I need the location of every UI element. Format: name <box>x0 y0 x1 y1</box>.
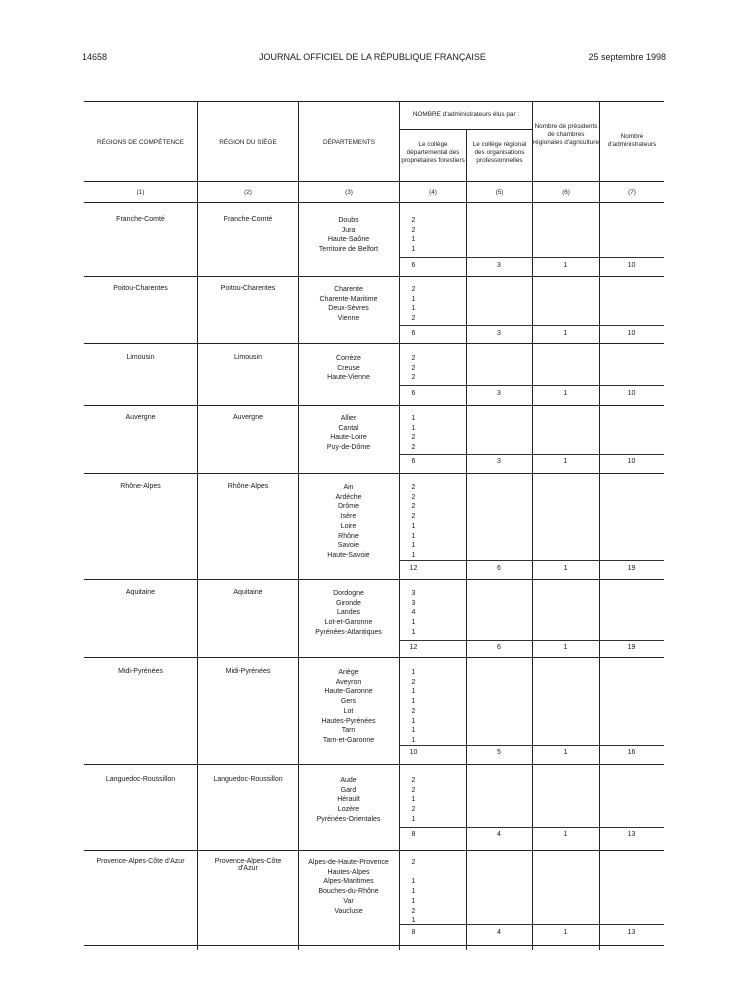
college-dept-counts <box>404 285 423 324</box>
college-dept-counts <box>404 776 423 825</box>
departement: Lozère <box>337 806 360 814</box>
header-college-reg: Le collège régional des organisations professionnelles <box>472 141 527 164</box>
count: 1 <box>411 796 416 804</box>
count: 2 <box>411 226 416 234</box>
departement: Hérault <box>337 796 360 804</box>
col-number-4: (4) <box>429 189 437 196</box>
table-top-border <box>84 101 664 102</box>
college-dept-counts <box>404 216 423 255</box>
college-dept-counts <box>404 668 423 746</box>
header-siege: RÉGION DU SIÈGE <box>219 139 277 146</box>
departement: Lot <box>343 707 354 715</box>
count: 2 <box>411 678 416 686</box>
college-dept-counts <box>404 354 423 383</box>
total-college-dept: 8 <box>411 929 416 936</box>
subtotal-line <box>399 385 664 386</box>
header-nombre-group: NOMBRE d'administrateurs élus par : <box>412 111 520 118</box>
count: 1 <box>411 888 416 896</box>
count: 1 <box>411 415 416 422</box>
count: 1 <box>411 669 416 676</box>
region-name: Rhône-Alpes <box>120 483 161 490</box>
header-admins: Nombre d'administrateurs <box>607 133 657 148</box>
total-presidents: 1 <box>563 565 568 572</box>
total-presidents: 1 <box>563 644 568 651</box>
count: 1 <box>411 628 416 636</box>
nombre-group-underline <box>399 129 532 130</box>
total-college-reg: 5 <box>497 749 501 756</box>
count: 2 <box>411 503 416 511</box>
count: 1 <box>411 619 416 627</box>
departement: Haute-Loire <box>330 434 367 442</box>
departement: Haute-Saône <box>327 236 370 244</box>
total-college-dept: 6 <box>411 330 416 337</box>
departement: Doubs <box>338 217 359 224</box>
count: 2 <box>411 493 416 501</box>
count: 1 <box>411 295 416 303</box>
departements-list <box>298 589 399 638</box>
count: 1 <box>411 917 416 925</box>
departement: Alpes-de-Haute-Provence <box>308 859 389 866</box>
departement: Gers <box>340 698 357 706</box>
departement: Cantal <box>338 424 359 432</box>
siege-name: Provence-Alpes-Côte d'Azur <box>214 858 282 872</box>
departement: Haute-Garonne <box>324 688 373 696</box>
region-name: Midi-Pyrénées <box>118 668 163 675</box>
departement: Jura <box>341 226 356 234</box>
count: 2 <box>411 786 416 794</box>
journal-title: JOURNAL OFFICIEL DE LA RÉPUBLIQUE FRANÇAISE <box>259 52 486 62</box>
count: 2 <box>411 859 416 866</box>
col-number-3: (3) <box>345 189 353 196</box>
publication-date: 25 septembre 1998 <box>588 52 666 62</box>
siege-name: Midi-Pyrénées <box>225 668 271 675</box>
count: 1 <box>411 236 416 244</box>
count: 2 <box>411 907 416 915</box>
count: 2 <box>411 374 416 382</box>
departements-list <box>298 668 399 746</box>
count: 3 <box>411 599 416 607</box>
departement: Pyrénées-Orientales <box>316 815 381 823</box>
region-name: Provence-Alpes-Côte d'Azur <box>96 858 185 865</box>
departement: Haute-Savoie <box>327 551 370 559</box>
count: 2 <box>411 484 416 491</box>
departement: Puy-de-Dôme <box>326 444 371 452</box>
subtotal-line <box>399 560 664 561</box>
row-separator <box>84 473 664 474</box>
departement: Loire <box>340 522 357 530</box>
table-row <box>84 409 664 475</box>
count: 1 <box>411 424 416 432</box>
total-admins: 19 <box>627 565 636 572</box>
table-row <box>84 663 664 765</box>
departement: Charente <box>334 286 363 293</box>
count: 2 <box>411 434 416 442</box>
departement: Hautes-Alpes <box>327 868 370 876</box>
row-separator <box>84 276 664 277</box>
siege-name: Franche-Comté <box>223 216 273 223</box>
count: 1 <box>411 878 416 886</box>
total-college-reg: 3 <box>497 390 501 397</box>
total-admins: 19 <box>627 644 636 651</box>
departement: Allier <box>340 415 357 422</box>
total-presidents: 1 <box>563 749 568 756</box>
departements-list <box>298 483 399 561</box>
college-dept-counts <box>404 589 423 638</box>
col-number-2: (2) <box>244 189 252 196</box>
siege-name: Limousin <box>233 354 262 361</box>
college-dept-counts <box>404 483 423 561</box>
subtotal-line <box>399 745 664 746</box>
count: 2 <box>411 707 416 715</box>
total-admins: 13 <box>627 831 636 838</box>
count <box>404 868 423 878</box>
departements-list <box>298 216 399 255</box>
departement: Charente-Maritime <box>319 295 378 303</box>
header-presidents: Nombre de présidents de chambres régionales d'agriculture <box>533 123 599 146</box>
count: 1 <box>411 736 416 744</box>
departement: Bouches-du-Rhône <box>318 888 379 896</box>
count: 1 <box>411 246 416 254</box>
region-name: Aquitaine <box>125 589 156 596</box>
departement: Drôme <box>337 503 359 511</box>
total-admins: 16 <box>627 749 636 756</box>
table-row <box>84 280 664 344</box>
total-college-dept: 12 <box>409 565 418 572</box>
count: 1 <box>411 522 416 530</box>
region-name: Poitou-Charentes <box>113 285 168 292</box>
col-number-5: (5) <box>495 189 504 196</box>
count: 2 <box>411 777 416 784</box>
departement: Aude <box>340 777 357 784</box>
total-college-dept: 6 <box>411 390 416 397</box>
row-separator <box>84 579 664 580</box>
departement: Dordogne <box>333 590 364 597</box>
departement: Alpes-Maritimes <box>323 878 374 886</box>
table-row <box>84 853 664 949</box>
college-dept-counts <box>404 414 423 453</box>
total-college-dept: 6 <box>411 458 416 465</box>
header-departements: DÉPARTEMENTS <box>323 139 375 146</box>
departements-list <box>298 285 399 324</box>
col-number-6: (6) <box>562 189 570 196</box>
subtotal-line <box>399 924 664 925</box>
total-presidents: 1 <box>563 390 568 397</box>
departements-list <box>298 858 399 916</box>
departements-list <box>298 776 399 825</box>
col-number-7: (7) <box>628 189 636 196</box>
total-presidents: 1 <box>563 929 568 936</box>
total-college-reg: 4 <box>497 929 501 936</box>
siege-name: Poitou-Charentes <box>220 285 276 292</box>
count: 3 <box>411 590 416 597</box>
total-college-reg: 4 <box>497 831 501 838</box>
row-separator <box>84 850 664 851</box>
siege-name: Auvergne <box>233 414 263 421</box>
total-college-reg: 6 <box>497 565 501 572</box>
count: 1 <box>411 815 416 823</box>
count: 2 <box>411 444 416 452</box>
count: 1 <box>411 688 416 696</box>
departement: Ain <box>343 484 354 491</box>
total-admins: 10 <box>627 330 636 337</box>
row-separator <box>84 945 664 946</box>
count: 2 <box>411 217 416 224</box>
subtotal-line <box>399 640 664 641</box>
total-college-dept: 8 <box>411 831 416 838</box>
page-number: 14658 <box>82 52 108 62</box>
row-separator <box>84 343 664 344</box>
siege-name: Aquitaine <box>233 589 263 596</box>
count: 2 <box>411 286 416 293</box>
table-row <box>84 584 664 658</box>
departement: Lot-et-Garonne <box>324 619 373 627</box>
departement: Corrèze <box>336 355 361 362</box>
total-presidents: 1 <box>563 330 568 337</box>
row-separator <box>84 657 664 658</box>
departement: Tarn <box>341 727 356 735</box>
departements-list <box>298 354 399 383</box>
count: 1 <box>411 897 416 905</box>
departement: Vaucluse <box>334 907 363 915</box>
total-admins: 10 <box>627 262 636 269</box>
total-college-dept: 10 <box>409 749 418 756</box>
departement: Ariège <box>338 669 359 676</box>
departement: Gard <box>340 786 357 794</box>
header-college-dept: Le collège départemental des propriétaires forestiers <box>401 141 465 164</box>
departement: Deux-Sèvres <box>328 305 369 313</box>
count: 2 <box>411 364 416 372</box>
departement: Aveyron <box>335 678 362 686</box>
region-name: Languedoc-Roussillon <box>105 776 176 783</box>
table-row <box>84 211 664 277</box>
count: 2 <box>411 806 416 814</box>
col-number-1: (1) <box>136 189 145 196</box>
departement: Savoie <box>337 542 360 550</box>
count: 1 <box>411 727 416 735</box>
departement: Ardèche <box>335 493 362 501</box>
count: 2 <box>411 315 416 323</box>
column-numbers-line <box>84 202 664 203</box>
total-college-reg: 3 <box>497 262 501 269</box>
total-admins: 10 <box>627 458 636 465</box>
count: 4 <box>411 609 416 617</box>
total-admins: 13 <box>627 929 636 936</box>
college-dept-counts <box>404 858 423 926</box>
total-presidents: 1 <box>563 831 568 838</box>
departement: Pyrénées-Atlantiques <box>315 628 382 636</box>
siege-name: Languedoc-Roussillon <box>213 776 283 783</box>
table-row <box>84 771 664 851</box>
count: 1 <box>411 542 416 550</box>
count: 1 <box>411 717 416 725</box>
total-college-reg: 6 <box>497 644 501 651</box>
subtotal-line <box>399 257 664 258</box>
count: 2 <box>411 355 416 362</box>
row-separator <box>84 405 664 406</box>
count: 1 <box>411 698 416 706</box>
departement: Tarn-et-Garonne <box>322 736 375 744</box>
departement: Territoire de Belfort <box>318 246 379 254</box>
administrators-table <box>84 101 664 950</box>
departement: Rhône <box>338 532 359 540</box>
header-regions: RÉGIONS DE COMPÉTENCE <box>97 139 184 146</box>
total-college-reg: 3 <box>497 458 501 465</box>
departement: Haute-Vienne <box>327 374 370 382</box>
region-name: Auvergne <box>125 414 156 421</box>
total-college-dept: 6 <box>411 262 416 269</box>
subtotal-line <box>399 827 664 828</box>
region-name: Limousin <box>126 354 155 361</box>
siege-name: Rhône-Alpes <box>227 483 269 490</box>
row-separator <box>84 764 664 765</box>
subtotal-line <box>399 454 664 455</box>
departements-list <box>298 414 399 453</box>
total-presidents: 1 <box>563 262 568 269</box>
count: 2 <box>411 513 416 521</box>
departement: Gironde <box>336 599 361 607</box>
departement: Var <box>343 897 354 905</box>
page-header <box>0 52 731 68</box>
header-bottom-line <box>84 181 664 182</box>
departement: Landes <box>337 609 360 617</box>
total-college-reg: 3 <box>497 330 501 337</box>
departement: Creuse <box>337 364 360 372</box>
table-row <box>84 478 664 580</box>
total-college-dept: 12 <box>409 644 418 651</box>
count: 1 <box>411 305 416 313</box>
count: 1 <box>411 551 416 559</box>
total-admins: 10 <box>627 390 636 397</box>
table-row <box>84 349 664 406</box>
count: 1 <box>411 532 416 540</box>
region-name: Franche-Comté <box>116 216 165 223</box>
departement: Vienne <box>337 315 360 323</box>
departement: Hautes-Pyrénées <box>321 717 376 725</box>
subtotal-line <box>399 325 664 326</box>
total-presidents: 1 <box>563 458 568 465</box>
departement: Isère <box>340 513 357 521</box>
